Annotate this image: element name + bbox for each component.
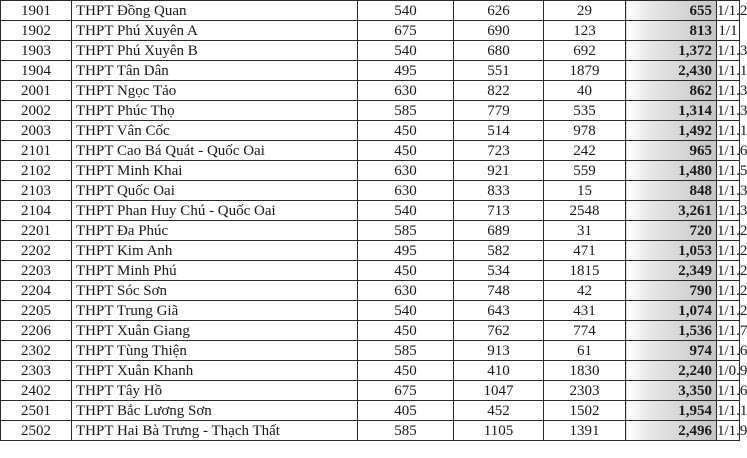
table-row	[1, 361, 740, 381]
quota-cell: 630	[358, 161, 454, 181]
school-code-cell: 2204	[1, 281, 72, 301]
ratio-cell: 1/1.9	[717, 422, 747, 439]
table-row	[1, 421, 740, 441]
second-choice-cell: 15	[544, 181, 626, 201]
second-choice-cell: 31	[544, 221, 626, 241]
second-choice-cell: 42	[544, 281, 626, 301]
school-name-cell: THPT Tùng Thiện	[72, 341, 358, 361]
school-name-cell: THPT Xuân Khanh	[72, 361, 358, 381]
second-choice-cell: 2303	[544, 381, 626, 401]
second-choice-cell: 40	[544, 81, 626, 101]
table-row	[1, 101, 740, 121]
second-choice-cell: 123	[544, 21, 626, 41]
school-name-cell: THPT Xuân Giang	[72, 321, 358, 341]
total-cell: 2,349	[626, 261, 717, 281]
school-code-cell: 2402	[1, 381, 72, 401]
school-code-cell: 2103	[1, 181, 72, 201]
first-choice-cell: 822	[454, 81, 544, 101]
quota-cell: 450	[358, 261, 454, 281]
table-row	[1, 21, 740, 41]
first-choice-cell: 551	[454, 61, 544, 81]
total-cell: 965	[626, 141, 717, 161]
total-cell: 790	[626, 281, 717, 301]
ratio-cell: 1/0.9	[717, 362, 747, 379]
table-row	[1, 221, 740, 241]
school-code-cell: 1904	[1, 61, 72, 81]
second-choice-cell: 1502	[544, 401, 626, 421]
quota-cell: 675	[358, 21, 454, 41]
quota-cell: 675	[358, 381, 454, 401]
second-choice-cell: 242	[544, 141, 626, 161]
table-row	[1, 401, 740, 421]
table-row	[1, 321, 740, 341]
first-choice-cell: 833	[454, 181, 544, 201]
quota-cell: 495	[358, 241, 454, 261]
school-name-cell: THPT Phú Xuyên A	[72, 21, 358, 41]
quota-cell: 585	[358, 341, 454, 361]
second-choice-cell: 1391	[544, 421, 626, 441]
quota-cell: 585	[358, 421, 454, 441]
total-cell: 2,430	[626, 61, 717, 81]
first-choice-cell: 689	[454, 221, 544, 241]
ratio-cell: 1/1.6	[717, 342, 747, 359]
table-row	[1, 381, 740, 401]
ratio-cell: 1/1.3	[717, 202, 747, 219]
table-row	[1, 341, 740, 361]
first-choice-cell: 534	[454, 261, 544, 281]
school-name-cell: THPT Tân Dân	[72, 61, 358, 81]
total-cell: 862	[626, 81, 717, 101]
school-name-cell: THPT Phan Huy Chú - Quốc Oai	[72, 201, 358, 221]
first-choice-cell: 713	[454, 201, 544, 221]
table-row	[1, 261, 740, 281]
table-row	[1, 241, 740, 261]
second-choice-cell: 431	[544, 301, 626, 321]
school-code-cell: 2101	[1, 141, 72, 161]
school-name-cell: THPT Quốc Oai	[72, 181, 358, 201]
school-name-cell: THPT Phú Xuyên B	[72, 41, 358, 61]
ratio-cell: 1/1.6	[717, 142, 747, 159]
ratio-cell: 1/1.2	[717, 262, 747, 279]
quota-cell: 450	[358, 141, 454, 161]
ratio-cell: 1/1.1	[717, 122, 747, 139]
school-code-cell: 2206	[1, 321, 72, 341]
table-row	[1, 301, 740, 321]
total-cell: 720	[626, 221, 717, 241]
second-choice-cell: 471	[544, 241, 626, 261]
first-choice-cell: 913	[454, 341, 544, 361]
total-cell: 655	[626, 1, 717, 21]
table-row	[1, 1, 740, 21]
ratio-cell: 1/1.2	[717, 302, 747, 319]
ratio-cell: 1/1.2	[717, 242, 747, 259]
total-cell: 1,074	[626, 301, 717, 321]
quota-cell: 585	[358, 101, 454, 121]
first-choice-cell: 452	[454, 401, 544, 421]
table-row	[1, 41, 740, 61]
school-code-cell: 1902	[1, 21, 72, 41]
school-code-cell: 2303	[1, 361, 72, 381]
second-choice-cell: 559	[544, 161, 626, 181]
second-choice-cell: 978	[544, 121, 626, 141]
school-code-cell: 2203	[1, 261, 72, 281]
table-row	[1, 61, 740, 81]
quota-cell: 585	[358, 221, 454, 241]
first-choice-cell: 410	[454, 361, 544, 381]
total-cell: 1,954	[626, 401, 717, 421]
total-cell: 2,496	[626, 421, 717, 441]
second-choice-cell: 1815	[544, 261, 626, 281]
school-name-cell: THPT Đồng Quan	[72, 1, 358, 21]
quota-cell: 540	[358, 1, 454, 21]
first-choice-cell: 582	[454, 241, 544, 261]
first-choice-cell: 626	[454, 1, 544, 21]
school-code-cell: 2202	[1, 241, 72, 261]
first-choice-cell: 748	[454, 281, 544, 301]
school-name-cell: THPT Hai Bà Trưng - Thạch Thất	[72, 421, 358, 441]
school-name-cell: THPT Trung Giã	[72, 301, 358, 321]
table-row	[1, 121, 740, 141]
school-code-cell: 1903	[1, 41, 72, 61]
school-code-cell: 2104	[1, 201, 72, 221]
quota-cell: 450	[358, 361, 454, 381]
quota-cell: 630	[358, 81, 454, 101]
quota-cell: 540	[358, 201, 454, 221]
quota-cell: 540	[358, 301, 454, 321]
quota-cell: 450	[358, 321, 454, 341]
quota-cell: 630	[358, 181, 454, 201]
first-choice-cell: 1105	[454, 421, 544, 441]
first-choice-cell: 779	[454, 101, 544, 121]
second-choice-cell: 692	[544, 41, 626, 61]
total-cell: 1,536	[626, 321, 717, 341]
ratio-cell: 1/1.1	[717, 62, 747, 79]
quota-cell: 405	[358, 401, 454, 421]
ratio-cell: 1/1.3	[717, 102, 747, 119]
total-cell: 1,314	[626, 101, 717, 121]
ratio-cell: 1/1.3	[717, 182, 747, 199]
school-code-cell: 2205	[1, 301, 72, 321]
quota-cell: 450	[358, 121, 454, 141]
school-name-cell: THPT Ngọc Tảo	[72, 81, 358, 101]
school-code-cell: 2201	[1, 221, 72, 241]
ratio-cell: 1/1.5	[717, 162, 747, 179]
school-code-cell: 2501	[1, 401, 72, 421]
first-choice-cell: 762	[454, 321, 544, 341]
school-name-cell: THPT Cao Bá Quát - Quốc Oai	[72, 141, 358, 161]
total-cell: 2,240	[626, 361, 717, 381]
table-row	[1, 141, 740, 161]
second-choice-cell: 774	[544, 321, 626, 341]
first-choice-cell: 723	[454, 141, 544, 161]
second-choice-cell: 29	[544, 1, 626, 21]
table-row	[1, 161, 740, 181]
ratio-cell: 1/1.3	[717, 42, 747, 59]
table-body	[1, 1, 747, 441]
total-cell: 3,261	[626, 201, 717, 221]
school-name-cell: THPT Phúc Thọ	[72, 101, 358, 121]
total-cell: 1,372	[626, 41, 717, 61]
school-name-cell: THPT Kim Anh	[72, 241, 358, 261]
total-cell: 3,350	[626, 381, 717, 401]
school-name-cell: THPT Sóc Sơn	[72, 281, 358, 301]
quota-cell: 630	[358, 281, 454, 301]
school-code-cell: 2002	[1, 101, 72, 121]
school-name-cell: THPT Minh Khai	[72, 161, 358, 181]
second-choice-cell: 2548	[544, 201, 626, 221]
quota-cell: 495	[358, 61, 454, 81]
first-choice-cell: 680	[454, 41, 544, 61]
first-choice-cell: 514	[454, 121, 544, 141]
ratio-cell: 1/1.7	[717, 322, 747, 339]
table-row	[1, 181, 740, 201]
school-name-cell: THPT Bắc Lương Sơn	[72, 401, 358, 421]
ratio-cell: 1/1	[718, 22, 738, 39]
second-choice-cell: 535	[544, 101, 626, 121]
school-name-cell: THPT Đa Phúc	[72, 221, 358, 241]
ratio-cell: 1/1.1	[717, 402, 747, 419]
school-code-cell: 1901	[1, 1, 72, 21]
school-code-cell: 2102	[1, 161, 72, 181]
school-name-cell: THPT Tây Hồ	[72, 381, 358, 401]
ratio-cell: 1/1.2	[717, 282, 747, 299]
table-row	[1, 201, 740, 221]
first-choice-cell: 921	[454, 161, 544, 181]
first-choice-cell: 1047	[454, 381, 544, 401]
ratio-cell: 1/1.6	[717, 382, 747, 399]
total-cell: 974	[626, 341, 717, 361]
total-cell: 1,480	[626, 161, 717, 181]
table-row	[1, 81, 740, 101]
ratio-cell: 1/1.2	[717, 222, 747, 239]
first-choice-cell: 643	[454, 301, 544, 321]
school-code-cell: 2502	[1, 421, 72, 441]
total-cell: 813	[626, 21, 717, 41]
ratio-cell: 1/1.2	[717, 2, 747, 19]
school-name-cell: THPT Vân Cốc	[72, 121, 358, 141]
second-choice-cell: 61	[544, 341, 626, 361]
school-name-cell: THPT Minh Phú	[72, 261, 358, 281]
second-choice-cell: 1830	[544, 361, 626, 381]
first-choice-cell: 690	[454, 21, 544, 41]
total-cell: 848	[626, 181, 717, 201]
total-cell: 1,492	[626, 121, 717, 141]
school-code-cell: 2302	[1, 341, 72, 361]
quota-cell: 540	[358, 41, 454, 61]
ratio-cell: 1/1.3	[717, 82, 747, 99]
school-code-cell: 2001	[1, 81, 72, 101]
total-cell: 1,053	[626, 241, 717, 261]
school-code-cell: 2003	[1, 121, 72, 141]
second-choice-cell: 1879	[544, 61, 626, 81]
table-row	[1, 281, 740, 301]
